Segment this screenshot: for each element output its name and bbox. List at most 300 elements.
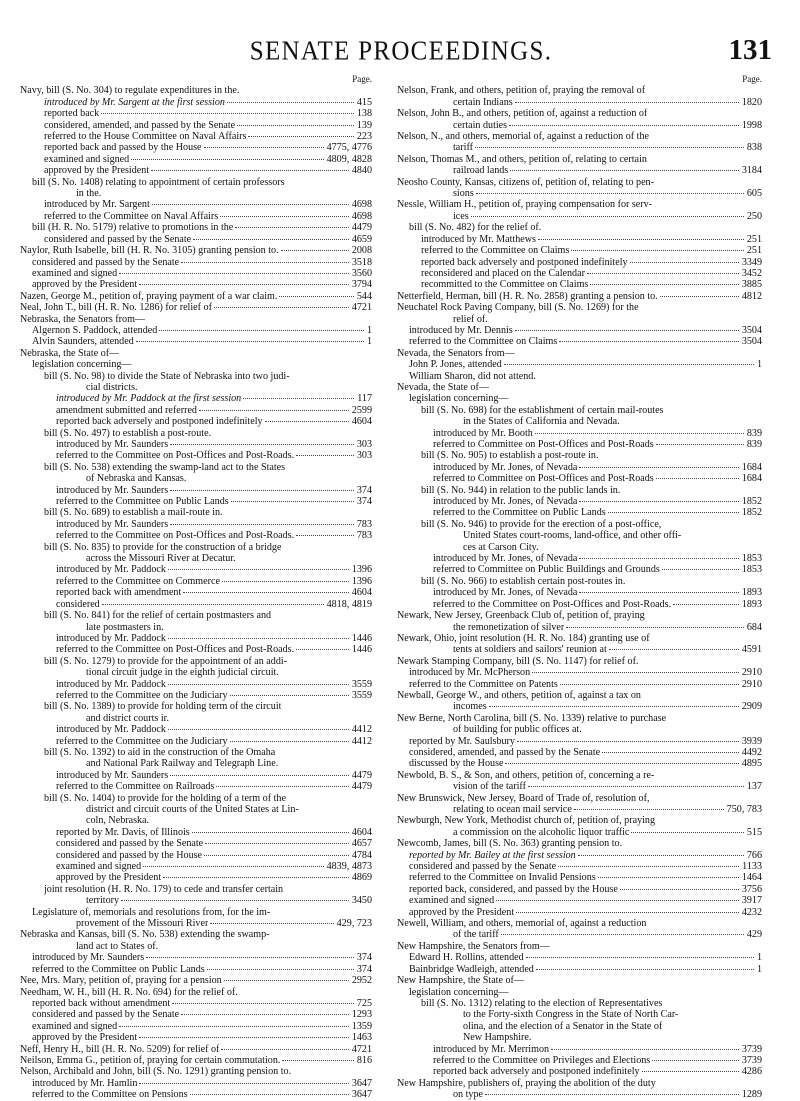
index-entry [397,325,762,336]
index-entry [397,1055,762,1066]
dot-leader [574,809,724,810]
page-column-heading: Page. [352,74,372,84]
entry-text: Nevada, the Senators from— [397,347,515,359]
dot-leader [620,889,739,890]
page-reference: 1893 [741,587,762,599]
index-entry [20,975,372,986]
dot-leader [296,535,354,536]
entry-text: Newburgh, New York, Methodist church of, petition of, praying [397,815,656,827]
index-entry [20,302,372,313]
page-reference: 684 [746,621,762,633]
page-reference: 1684 [741,473,762,485]
index-entry [397,622,762,633]
index-entry [397,747,762,758]
page-reference: 1998 [741,119,762,131]
dot-leader [489,706,739,707]
page-reference: 1359 [351,1020,372,1032]
page-reference: 4604 [351,587,372,599]
dot-leader [559,341,739,342]
entry-text: referred to Committee on Post-Offices and Post-Roads [433,473,654,485]
entry-text: late postmasters in. [86,621,164,633]
entry-text: bill (S. No. 946) to provide for the erection of a post-office, [421,518,662,530]
page-reference: 3647 [351,1077,372,1089]
entry-text: territory [86,895,120,907]
page-reference: 2952 [351,975,372,987]
index-entry [20,553,372,564]
dot-leader [172,1003,354,1004]
index-entry [397,428,762,439]
index-entry [397,416,762,427]
index-entry [397,154,762,165]
page-reference: 544 [356,290,372,302]
page-reference: 515 [746,826,762,838]
entry-text: introduced by Mr. Paddock [56,724,166,736]
index-entry [397,1044,762,1055]
index-entry [20,861,372,872]
dot-leader [560,684,739,685]
dot-leader [609,649,739,650]
index-entry [20,188,372,199]
index-entry [397,701,762,712]
page-reference: 816 [356,1054,372,1066]
dot-leader [146,957,354,958]
index-entry [20,542,372,553]
dot-leader [139,1037,349,1038]
entry-text: tents at soldiers and sailors' reunion at [453,644,607,656]
entry-text: approved by the President [409,906,515,918]
index-entry [20,462,372,473]
entry-text: Bainbridge Wadleigh, attended [409,963,534,975]
page-reference: 4232 [741,906,762,918]
index-entry [397,359,762,370]
dot-leader [532,672,739,673]
index-entry [20,165,372,176]
page-reference: 139 [356,119,372,131]
entry-text: approved by the President [56,872,162,884]
index-entry [20,245,372,256]
index-entry [20,679,372,690]
index-entry [397,781,762,792]
entry-text: Legislature of, memorials and resolutions from, for the im- [32,906,271,918]
index-entry [20,199,372,210]
entry-text: reported back adversely and postponed indefinitely [433,1066,640,1078]
page-reference: 1463 [351,1032,372,1044]
index-entry [20,941,372,952]
dot-leader [170,524,354,525]
entry-text: considered and passed by the Senate [32,256,180,268]
page-reference: 117 [357,393,372,405]
index-entry [20,781,372,792]
entry-text: provement of the Missouri River [76,918,209,930]
entry-text: John P. Jones, attended [409,359,502,371]
page-reference: 303 [356,439,372,450]
index-entry [20,804,372,815]
entry-text: Algernon S. Paddock, attended [32,324,158,336]
entry-text: considered and passed by the Senate [32,1009,180,1021]
index-entry [397,850,762,861]
page-reference: 750, 783 [726,804,762,815]
page-reference: 2909 [741,701,762,713]
entry-text: introduced by Mr. Merrimon [433,1043,550,1055]
index-entry [20,656,372,667]
page-reference: 1289 [741,1089,762,1101]
dot-leader [163,877,349,878]
entry-text: and National Park Railway and Telegraph Line. [86,758,279,770]
entry-text: tional circuit judge in the eighth judicial circuit. [86,667,279,679]
page-reference: 1852 [741,507,762,519]
index-entry [397,199,762,210]
entry-text: Edward H. Rollins, attended [409,952,524,964]
page-reference: 766 [746,849,762,861]
dot-leader [101,113,354,114]
entry-text: of the tariff [453,929,499,941]
entry-text: bill (S. No. 1389) to provide for holding term of the circuit [44,701,282,713]
index-entry [397,496,762,507]
entry-text: New Hampshire, the Senators from— [397,940,550,952]
entry-text: district and circuit courts of the United States at Lin- [86,804,299,815]
page-reference: 4895 [741,758,762,770]
index-entry [20,108,372,119]
index-entry [20,1044,372,1055]
index-entry [20,907,372,918]
entry-text: referred to the Committee on Claims [421,245,570,257]
entry-text: examined and signed [44,153,130,165]
index-entry [20,120,372,131]
index-entry [20,576,372,587]
entry-text: Nelson, Frank, and others, petition of, praying the removal of [397,85,646,97]
entry-text: referred to the Committee on Pensions [32,1089,188,1101]
entry-text: the remonetization of silver [453,621,565,633]
index-entry [397,964,762,975]
entry-text: bill (S. No. 966) to establish certain post-routes in. [421,575,626,587]
page-reference: 3917 [741,895,762,907]
page-reference: 1293 [351,1009,372,1021]
dot-leader [204,147,324,148]
index-entry [397,1021,762,1032]
page-reference: 3450 [351,895,372,907]
index-entry [397,1078,762,1089]
entry-text: bill (S. No. 538) extending the swamp-land act to the States [44,461,286,473]
entry-text: bill (S. No. 905) to establish a post-route in. [421,450,599,462]
dot-leader [170,490,354,491]
entry-text: legislation concerning— [409,986,509,998]
dot-leader [528,786,744,787]
entry-text: referred to the Committee on Post-Offices and Post-Roads. [56,530,295,542]
dot-leader [193,239,349,240]
dot-leader [517,741,739,742]
dot-leader [509,125,739,126]
dot-leader [168,638,349,639]
entry-text: examined and signed [32,1020,118,1032]
index-entry [397,667,762,678]
page-reference: 4479 [351,781,372,793]
dot-leader [538,239,744,240]
dot-leader [642,1071,739,1072]
page-reference: 1 [366,336,372,348]
entry-text: referred to the Committee on the Judiciary [56,735,228,747]
entry-text: bill (S. No. 1404) to provide for the holding of a term of the [44,792,286,804]
page-reference: 374 [356,484,372,496]
index-entry [20,257,372,268]
entry-text: introduced by Mr. Paddock [56,564,166,576]
entry-text: legislation concerning— [32,359,132,371]
index-entry [20,85,372,96]
dot-leader [121,900,349,901]
dot-leader [630,262,739,263]
index-entry [397,576,762,587]
index-entry [20,131,372,142]
page-reference: 429 [746,929,762,941]
index-entry [397,553,762,564]
entry-text: introduced by Mr. Jones, of Nevada [433,553,578,565]
page-reference: 303 [356,450,372,462]
page-number: 131 [728,34,772,66]
page-reference: 429, 723 [336,918,372,930]
entry-text: New Berne, North Carolina, bill (S. No. 1339) relative to purchase [397,712,667,724]
index-entry [20,428,372,439]
entry-text: discussed by the House [409,758,504,770]
entry-text: a commission on the alcoholic liquor traffic [453,826,630,838]
entry-text: reported back adversely and postponed indefinitely [56,416,263,428]
entry-text: reported back and passed by the House [44,142,202,154]
index-entry [397,450,762,461]
entry-text: relating to ocean mail service [453,804,572,815]
index-entry [397,336,762,347]
entry-text: of building for public offices at. [453,724,582,736]
index-entry [20,142,372,153]
dot-leader [170,444,354,445]
dot-leader [471,216,744,217]
entry-text: introduced by Mr. Saunders [56,439,169,450]
index-entry [20,827,372,838]
dot-leader [248,136,353,137]
index-entry [397,884,762,895]
index-entry [20,815,372,826]
page-reference: 3647 [351,1089,372,1101]
entry-text: Nevada, the State of— [397,381,489,393]
index-entry [397,1089,762,1100]
entry-text: coln, Nebraska. [86,815,150,827]
entry-text: bill (S. No. 698) for the establishment of certain mail-routes [421,404,664,416]
entry-text: in the. [76,188,102,200]
page-reference: 3756 [741,883,762,895]
entry-text: Newark, Ohio, joint resolution (H. R. No. 184) granting use of [397,632,650,644]
dot-leader [496,900,739,901]
entry-text: Neosho County, Kansas, citizens of, petition of, relating to pen- [397,176,654,188]
index-entry [397,690,762,701]
index-column-left [20,74,372,1101]
index-entry [397,393,762,404]
page-reference: 3504 [741,324,762,336]
entry-text: bill (S. No. 1392) to aid in the construction of the Omaha [44,746,276,758]
dot-leader [139,1083,348,1084]
index-entry [20,359,372,370]
dot-leader [296,649,349,650]
entry-text: Nebraska and Kansas, bill (S. No. 538) extending the swamp- [20,929,270,941]
entry-text: certain Indians [453,96,513,108]
index-entry [20,758,372,769]
dot-leader [205,843,349,844]
entry-text: United States court-rooms, land-office, and other offi- [463,530,682,542]
entry-text: considered and passed by the House [56,849,203,861]
entry-text: bill (S. No. 944) in relation to the public lands in. [421,484,621,496]
dot-leader [656,444,744,445]
index-entry [397,1009,762,1020]
index-entry [397,941,762,952]
entry-text: Nebraska, the Senators from— [20,313,146,325]
index-entry [20,530,372,541]
index-entry [397,952,762,963]
dot-leader [535,433,744,434]
dot-leader [578,855,744,856]
entry-text: referred to the Committee on Public Lands [56,496,229,508]
page-reference: 2910 [741,678,762,690]
entry-text: considered and passed by the Senate [56,838,204,850]
entry-text: Newbold, B. S., & Son, and others, petition of, concerning a re- [397,769,655,781]
entry-text: introduced by Mr. Sargent at the first session [44,96,225,108]
index-entry [397,1066,762,1077]
dot-leader [579,467,738,468]
entry-text: referred to the Committee on the Judiciary [56,689,228,701]
page-reference: 374 [356,496,372,508]
index-entry [20,393,372,404]
entry-text: Nebraska, the State of— [20,347,120,359]
entry-text: New Brunswick, New Jersey, Board of Trade of, resolution of, [397,792,650,804]
dot-leader [216,786,348,787]
entry-text: introduced by Mr. Matthews [421,233,536,245]
index-entry [20,348,372,359]
dot-leader [210,923,333,924]
dot-leader [230,695,349,696]
entry-text: introduced by Mr. Jones, of Nevada [433,461,578,473]
entry-text: considered and passed by the Senate [409,861,557,873]
entry-text: in the States of California and Nevada. [463,416,620,428]
entry-text: reported back [44,108,100,120]
entry-text: bill (S. No. 689) to establish a mail-route in. [44,507,223,519]
page-reference: 4818, 4819 [326,598,372,610]
index-entry [20,701,372,712]
dot-leader [551,1049,739,1050]
index-entry [20,450,372,461]
index-entry [20,336,372,347]
index-entry [397,724,762,735]
page-reference: 4479 [351,222,372,234]
entry-text: bill (S. No. 98) to divide the State of Nebraska into two judi- [44,370,290,382]
entry-text: relief of. [453,313,488,325]
dot-leader [536,969,754,970]
page-reference: 3349 [741,256,762,268]
page-reference: 3939 [741,735,762,747]
index-entry [20,519,372,530]
dot-leader [296,455,354,456]
index-entry [20,929,372,940]
page-reference: 2008 [351,245,372,257]
index-entry [20,222,372,233]
entry-text: introduced by Mr. Jones, of Nevada [433,587,578,599]
page-reference: 4659 [351,233,372,245]
page-reference: 1820 [741,96,762,108]
dot-leader [170,775,349,776]
page-reference: 1893 [741,598,762,610]
index-entry [20,610,372,621]
dot-leader [656,478,739,479]
entry-text: examined and signed [32,267,118,279]
index-entry [20,507,372,518]
index-entry [397,679,762,690]
page-reference: 251 [746,233,762,245]
dot-leader [660,296,739,297]
entry-text: New Hampshire, the State of— [397,975,524,987]
entry-text: reported by Mr. Saulsbury [409,735,515,747]
entry-text: bill (H. R. No. 5179) relative to promotions in the [32,222,234,234]
index-entry [397,268,762,279]
entry-text: referred to the Committee on Public Lands [433,507,606,519]
entry-text: referred to the Committee on Naval Affairs [44,210,219,222]
index-entry [397,815,762,826]
entry-text: considered, amended, and passed by the Senate [409,746,601,758]
index-entry [397,633,762,644]
page-reference: 4869 [351,872,372,884]
entry-text: William Sharon, did not attend. [409,370,536,382]
entry-text: on type [453,1089,483,1101]
entry-text: Nelson, Archibald and John, bill (S. No. 1291) granting pension to. [20,1066,292,1078]
index-entry [397,257,762,268]
dot-leader [237,125,354,126]
dot-leader [192,832,349,833]
dot-leader [183,592,349,593]
index-entry [397,713,762,724]
dot-leader [231,501,354,502]
index-entry [20,405,372,416]
entry-text: bill (S. No. 497) to establish a post-route. [44,427,212,439]
page-reference: 2599 [351,404,372,416]
dot-leader [265,421,349,422]
index-entry [397,188,762,199]
entry-text: reconsidered and placed on the Calendar [421,267,585,279]
dot-leader [168,729,349,730]
page-reference: 4809, 4828 [326,153,372,165]
page-reference: 4721 [351,1043,372,1055]
entry-text: Needham, W. H., bill (H. R. No. 694) for the relief of. [20,986,238,998]
index-entry [20,736,372,747]
entry-text: introduced by Mr. Jones, of Nevada [433,496,578,508]
entry-text: Newell, William, and others, memorial of, against a reduction [397,918,647,930]
dot-leader [199,410,349,411]
index-entry [20,211,372,222]
entry-text: joint resolution (H. R. No. 179) to cede and transfer certain [44,883,284,895]
index-entry [397,827,762,838]
dot-leader [587,273,739,274]
page-reference: 374 [356,952,372,964]
entry-text: land act to States of. [76,940,159,952]
entry-text: sions [453,188,474,200]
entry-text: New Hampshire, publishers of, praying the abolition of the duty [397,1077,656,1089]
entry-text: Nelson, Thomas M., and others, petition of, relating to certain [397,153,647,165]
entry-text: referred to the Committee on Public Lands [32,963,205,975]
index-entry [397,804,762,815]
entry-text: vision of the tariff [453,781,526,793]
entry-text: referred to the Committee on Post-Offices and Post-Roads. [56,450,295,462]
dot-leader [143,866,323,867]
entry-text: across the Missouri River at Decatur. [86,553,236,565]
dot-leader [566,627,744,628]
entry-text: Newball, George W., and others, petition of, against a tax on [397,689,641,701]
page-reference: 4604 [351,416,372,428]
index-entry [397,473,762,484]
entry-text: Neff, Henry H., bill (H. R. No. 5209) for relief of [20,1043,220,1055]
page-reference: 3504 [741,336,762,348]
index-entry [397,97,762,108]
